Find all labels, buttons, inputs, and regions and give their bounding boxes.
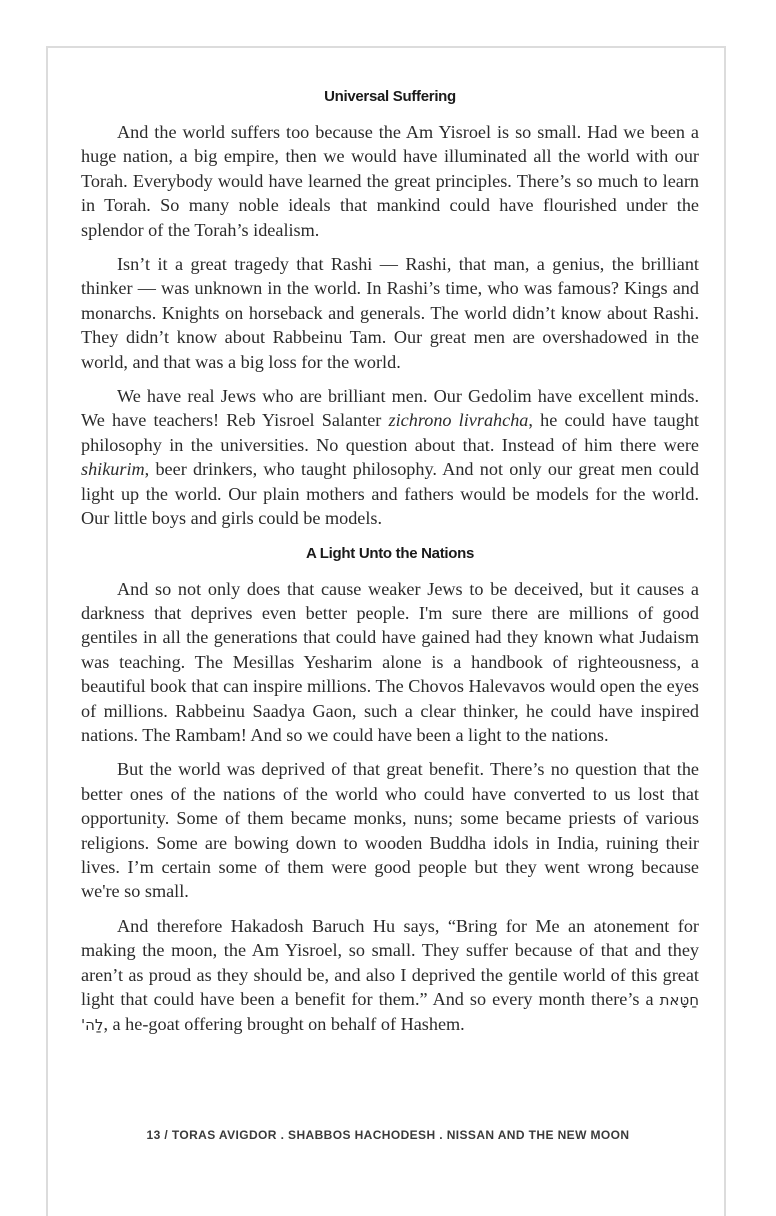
italic-term: shikurim <box>81 459 145 480</box>
section-heading-light-unto-nations: A Light Unto the Nations <box>305 544 475 562</box>
book-page <box>46 46 726 1216</box>
paragraph-text: And therefore Hakadosh Baruch Hu says, “Bring for Me an atonement for making the moon, the Am Yisroel, so small. They suffer because of that and they aren’t as proud as they should be, and also I deprived the gentile world of this great light that could have been a benefit for them.” And so every month there’s a <box>81 915 699 1009</box>
paragraph <box>81 757 699 903</box>
paragraph-text: , beer drinkers, who taught philosophy. And not only our great men could light up the world. Our plain mothers and fathers would be models for the world. Our little boys and girls could be models. <box>81 459 699 529</box>
running-footer: 13 / TORAS AVIGDOR . SHABBOS HACHODESH . NISSAN AND THE NEW MOON <box>146 1128 630 1142</box>
paragraph <box>81 384 699 530</box>
paragraph-text: But the world was deprived of that great benefit. There’s no question that the better ones of the nations of the world who could have converted to us lost that opportunity. Some of them became monks, nuns; some became priests of various religions. Some are bowing down to wooden Buddha idols in India, ruining their lives. I’m certain some of them were good people but they went wrong because we're so small. <box>81 759 699 902</box>
page-content <box>81 84 699 1048</box>
paragraph <box>81 914 699 1038</box>
section-heading-universal-suffering: Universal Suffering <box>324 88 456 105</box>
paragraph-text: And so not only does that cause weaker Jews to be deceived, but it causes a darkness that deprives even better people. I'm sure there are millions of good gentiles in all the generations that could have gained had they known what Judaism was teaching. The Mesillas Yesharim alone is a handbook of righteousness, a beautiful book that can inspire millions. The Chovos Halevavos would open the eyes of millions. Rabbeinu Saadya Gaon, such a clear thinker, he could have inspired nations. The Rambam! And so we could have been a light to the nations. <box>81 578 699 745</box>
paragraph-text: We have real Jews who are brilliant men. Our Gedolim have excellent minds. We have teachers! Reb Yisroel Salanter <box>81 386 699 431</box>
paragraph-text: Isn’t it a great tragedy that Rashi — Rashi, that man, a genius, the brilliant thinker — was unknown in the world. In Rashi’s time, who was famous? Kings and monarchs. Knights on horseback and generals. The world didn’t know about Rashi. They didn’t know about Rabbeinu Tam. Our great men are overshadowed in the world, and that was a big loss for the world. <box>81 254 699 372</box>
paragraph-text: And the world suffers too because the Am Yisroel is so small. Had we been a huge nation, a big empire, then we would have illuminated all the world with our Torah. Everybody would have learned the great principles. There’s so much to learn in Torah. So many noble ideals that mankind could have flourished under the splendor of the Torah’s idealism. <box>81 122 699 240</box>
paragraph-text: , a he-goat offering brought on behalf of Hashem. <box>103 1014 465 1035</box>
hebrew-phrase: חַטָּאת לַה' <box>81 991 699 1035</box>
paragraph <box>81 252 699 374</box>
paragraph <box>81 577 699 748</box>
paragraph-text: , he could have taught philosophy in the universities. No question about that. Instead of him there were <box>81 410 699 455</box>
italic-term: zichrono livrahcha <box>388 410 529 431</box>
paragraph <box>81 120 699 242</box>
